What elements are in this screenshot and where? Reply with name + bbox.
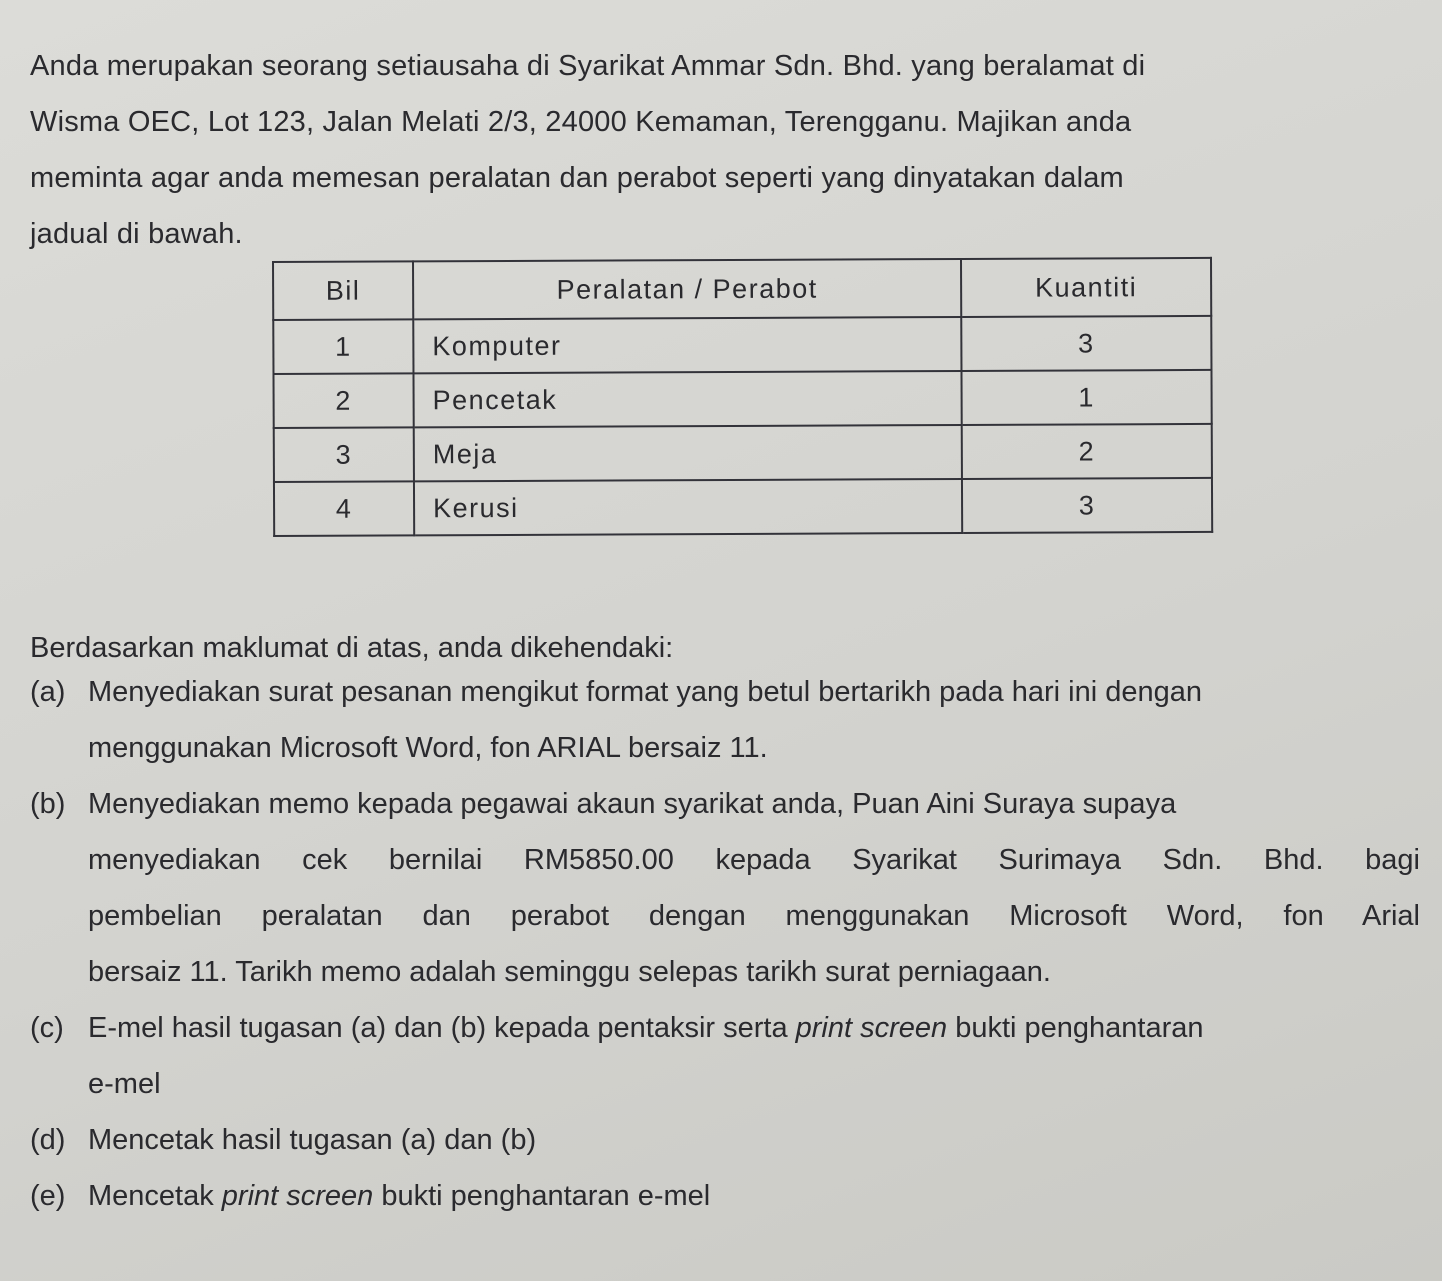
task-marker: (e) — [30, 1180, 66, 1212]
cell-qty: 1 — [961, 370, 1211, 425]
table-row — [273, 316, 1211, 374]
cell-qty: 3 — [961, 316, 1211, 371]
cell-qty: 2 — [962, 424, 1212, 479]
task-a — [30, 664, 1420, 776]
task-e — [30, 1168, 1420, 1224]
task-line: Menyediakan memo kepada pegawai akaun syarikat anda, Puan Aini Suraya supaya — [88, 788, 1177, 820]
task-marker: (d) — [30, 1124, 66, 1156]
task-marker: (a) — [30, 676, 66, 708]
cell-bil: 2 — [273, 373, 413, 428]
header-bil: Bil — [273, 261, 413, 320]
intro-line: Anda merupakan seorang setiausaha di Syarikat Ammar Sdn. Bhd. yang beralamat di — [30, 50, 1146, 82]
table-row — [273, 370, 1211, 428]
task-line: Mencetak hasil tugasan (a) dan (b) — [88, 1124, 537, 1156]
task-d — [30, 1112, 1420, 1168]
header-qty: Kuantiti — [961, 258, 1211, 317]
table-row — [274, 478, 1212, 536]
task-marker: (b) — [30, 788, 66, 820]
cell-item: Kerusi — [414, 479, 962, 535]
intro-line: jadual di bawah. — [30, 218, 243, 250]
cell-qty: 3 — [962, 478, 1212, 533]
cell-bil: 1 — [273, 319, 413, 374]
task-text-italic: print screen — [221, 1180, 374, 1212]
task-intro: Berdasarkan maklumat di atas, anda dikehendaki: — [30, 632, 674, 664]
task-line: pembelian peralatan dan perabot dengan menggunakan Microsoft Word, fon Arial — [88, 900, 1420, 932]
header-item: Peralatan / Perabot — [413, 259, 961, 319]
task-line: e-mel — [88, 1068, 161, 1100]
table-header-row — [273, 258, 1211, 320]
cell-item: Meja — [414, 425, 962, 481]
task-line: menyediakan cek bernilai RM5850.00 kepada Syarikat Surimaya Sdn. Bhd. bagi — [88, 844, 1420, 876]
task-line — [88, 1000, 1420, 1056]
intro-line: Wisma OEC, Lot 123, Jalan Melati 2/3, 24000 Kemaman, Terengganu. Majikan anda — [30, 106, 1132, 138]
task-c — [30, 1000, 1420, 1112]
task-text: bukti penghantaran e-mel — [373, 1180, 711, 1212]
task-b — [30, 776, 1420, 1000]
task-list — [30, 664, 1420, 1224]
equipment-table — [272, 257, 1213, 537]
task-text-italic: print screen — [795, 1012, 948, 1044]
intro-line: meminta agar anda memesan peralatan dan perabot seperti yang dinyatakan dalam — [30, 162, 1124, 194]
task-line — [88, 1168, 1420, 1224]
task-line: Menyediakan surat pesanan mengikut format yang betul bertarikh pada hari ini dengan — [88, 676, 1202, 708]
table-row — [274, 424, 1212, 482]
cell-item: Pencetak — [413, 371, 961, 427]
task-text: E-mel hasil tugasan (a) dan (b) kepada pentaksir serta — [88, 1012, 796, 1044]
task-text: bukti penghantaran — [947, 1012, 1204, 1044]
task-text: Mencetak — [88, 1180, 222, 1212]
task-line: menggunakan Microsoft Word, fon ARIAL bersaiz 11. — [88, 732, 768, 764]
task-line: bersaiz 11. Tarikh memo adalah seminggu selepas tarikh surat perniagaan. — [88, 956, 1051, 988]
task-marker: (c) — [30, 1012, 64, 1044]
cell-item: Komputer — [413, 317, 961, 373]
intro-paragraph — [30, 38, 1430, 262]
cell-bil: 4 — [274, 481, 414, 536]
cell-bil: 3 — [274, 427, 414, 482]
